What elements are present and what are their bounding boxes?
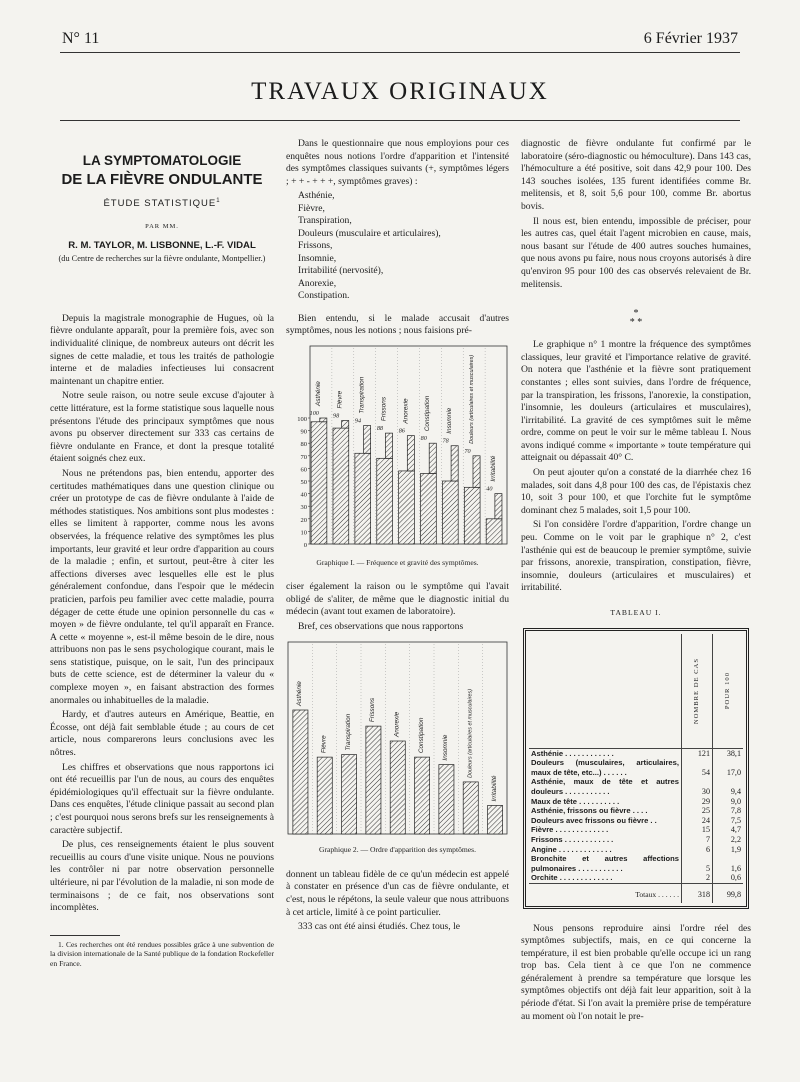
chart-1-ytick-label: 70 [300, 453, 307, 461]
table-cell-label: Asthénie, maux de tête et autres douleurs . . . . . . . . . . . [531, 777, 679, 796]
chart-2-bar [390, 741, 405, 834]
list-item: Anorexie, [298, 277, 337, 289]
table-header-pct [713, 634, 744, 749]
table-header-blank [529, 634, 682, 749]
table-cell-cas: 5 [682, 854, 713, 873]
table-row [529, 873, 743, 883]
chart-1-bar-severity [311, 422, 327, 544]
header-rule [60, 52, 740, 53]
chart-2-category-label: Constipation [417, 717, 425, 753]
chart-2-bar [439, 764, 454, 833]
chart-1-bar-frequency [342, 421, 349, 429]
chart-1-value-label: 100 [309, 410, 319, 418]
table-cell-cas: 7 [682, 835, 713, 845]
chart-2-caption: Graphique 2. — Ordre d'apparition des symptômes. [318, 845, 476, 855]
chart-1-caption: Graphique I. — Fréquence et gravité des symptômes. [316, 557, 479, 567]
subtitle-text: ÉTUDE STATISTIQUE [103, 198, 217, 210]
chart-1-value-label: 88 [376, 425, 384, 433]
paragraph: ciser également la raison ou le symptôme qui l'avait obligé de s'aliter, de même que le diagnostic initial du médecin (avant tout examen de laboratoire). [286, 581, 509, 618]
chart-1-value-label: 94 [354, 417, 362, 425]
chart-1-ytick-label: 60 [300, 466, 307, 474]
table-cell-label: Douleurs (musculaires, articulaires, maux de tête, etc...) . . . . . . [531, 758, 679, 777]
column-1 [50, 138, 274, 968]
chart-2-bar [366, 726, 381, 834]
table-total-row [529, 883, 743, 902]
table-cell-label: Asthénie, frissons ou fièvre . . . . [531, 806, 648, 816]
chart-2-bar [317, 757, 332, 834]
chart-1-ytick-label: 0 [303, 542, 307, 550]
footnote: 1. Ces recherches ont été rendues possibles grâce à une subvention de la division internationale de la Santé publique de la fondation Rockefeller en France. [50, 939, 274, 968]
paragraph: Bref, ces observations que nous rapportons [298, 621, 464, 633]
chart-1-bar-severity [442, 481, 458, 544]
chart-1-category-label: Constipation [424, 395, 432, 432]
table-row [529, 797, 743, 807]
table-header-row [529, 634, 743, 749]
table-total-label: Totaux . . . . . . [529, 883, 682, 902]
chart-1-value-label: 86 [398, 427, 405, 435]
table-cell-cas: 24 [682, 816, 713, 826]
chart-1-ytick-label: 20 [300, 516, 307, 524]
chart-1-category-label: Frissons [380, 397, 388, 422]
chart-2 [286, 640, 509, 843]
table-header-cas [682, 634, 713, 749]
table-cell-label: Orchite . . . . . . . . . . . . . [531, 873, 613, 883]
chart-2-category-label: Irritabilité [490, 775, 498, 802]
chart-1-value-label: 80 [420, 435, 427, 443]
table-cell-pct: 1,9 [713, 845, 744, 855]
paragraph: Nous ne prétendons pas, bien entendu, apporter des certitudes mathématiques dans une question clinique ou créer un prototype de cas de fièvre ondulante à l'aide de méthodes statistiques. Nos ambitions sont plus modestes : elles se limitent à rapporter, comme nous les avons observées, la fréquence relative des symptômes les plus importants, leur gravité et leur ordre d'apparition au cours de la maladie ; enfin, et surtout, peut-être à citer les affections diverses avec lesquelles elle est le plus généralement confondue, dans l'espoir que le médecin praticien, parfois peu familier avec cette maladie, pourra dégager de cette étude une opinion personnelle du cas « moyen » de fièvre ondulante, tel qu'il apparaît en France. A cette « moyenne », est-il même besoin de le dire, nous attribuons non pas le sens psychologique courant, mais le sens statistique, puisque, on le sait, l'un des principaux buts de cette science, est de déterminer la valeur du « complexe moyen », en faisant abstraction des formes anormales ou inhabituelles de la maladie. [50, 467, 274, 706]
list-item: Asthénie, [298, 190, 335, 202]
table-cell-pct: 4,7 [713, 825, 744, 835]
section-separator [521, 309, 751, 327]
article-title-line1: LA SYMPTOMATOLOGIE [82, 153, 242, 168]
chart-1-ytick-label: 90 [300, 428, 307, 436]
table-cell-cas: 2 [682, 873, 713, 883]
table-cell-label: Fièvre . . . . . . . . . . . . . [531, 825, 609, 835]
title-rule [60, 120, 740, 121]
chart-1-category-label: Asthénie [314, 381, 322, 407]
table-cell-pct: 0,6 [713, 873, 744, 883]
chart-1-ytick-label: 40 [300, 491, 307, 499]
symptom-table [529, 634, 743, 903]
chart-1 [286, 344, 509, 555]
list-item: Fièvre, [298, 202, 325, 214]
chart-1-bar-frequency [407, 436, 414, 471]
paragraph: Depuis la magistrale monographie de Hugues, où la fièvre ondulante apparaît, pour la première fois, avec son individualité clinique, de nombreux auteurs ont décrit les signes de cette maladie, et tous les traités de pathologie interne et de maladies infectieuses lui consacrent maintenant un chapitre entier. [50, 312, 274, 387]
chart-1-ytick-label: 100 [297, 416, 307, 424]
column-2 [286, 138, 509, 936]
paragraph: Bien entendu, si le malade accusait d'autres symptômes, nous les notions ; nous faisions pré- [286, 312, 509, 337]
article-subtitle [50, 194, 274, 211]
separator-star-bottom: * * [629, 317, 643, 329]
chart-1-bar-severity [333, 428, 349, 544]
chart-2-category-label: Fièvre [320, 734, 328, 753]
chart-1-bar-severity [464, 487, 480, 544]
paragraph: Notre seule raison, ou notre seule excuse d'ajouter à cette littérature, est la forme statistique sous laquelle nous présentons l'étude des principaux symptômes que nous avons pu observer directement sur 333 cas certains de fièvre ondulante en France, et dont la presque totalité étaient soignés chez eux. [50, 390, 274, 465]
chart-1-category-label: Irritabilité [489, 455, 497, 482]
chart-1-value-label: 98 [333, 412, 340, 420]
header-cas-text: NOMBRE DE CAS [693, 657, 701, 724]
header-pct-text: POUR 100 [724, 672, 732, 710]
issue-number: N° 11 [62, 30, 100, 47]
paragraph: Il nous est, bien entendu, impossible de préciser, pour les autres cas, quel était l'agent microbien en cause, mais, nous basant sur l'étude de 400 autres souches humaines, que nous avons pu faire, nous nous croyons autorisés à dire qu'environ 95 pour 100 des cas observés relevaient de Br. melitensis. [521, 215, 751, 290]
paragraph: On peut ajouter qu'on a constaté de la diarrhée chez 16 malades, soit dans 4,8 pour 100 des cas, de l'épistaxis chez 10, soit 3 pour 100, et que l'orchite fut le symptôme dominant chez 5 malades, soit 1,5 pour 100. [521, 467, 751, 516]
table-cell-cas: 121 [682, 748, 713, 758]
chart-1-ytick-label: 50 [300, 479, 307, 487]
table-cell-pct: 9,4 [713, 777, 744, 796]
issue-date: 6 Février 1937 [643, 30, 738, 47]
table-cell-label: Asthénie . . . . . . . . . . . . [529, 748, 682, 758]
chart-1-value-label: 78 [442, 437, 449, 445]
chart-1-bar-severity [377, 458, 393, 544]
paragraph: Nous pensons reproduire ainsi l'ordre réel des symptômes subjectifs, mais, en ce qui concerne la température, il est bien probable qu'elle occupe ici un rang trop bas. Cela tient à ce que l'on ne commence généralement à prendre sa température que lorsque les symptômes objectifs ont déjà fait leur apparition, soit à la période d'état. Si l'on avait la première prise de température au moment où l'on notait le pre- [521, 922, 751, 1022]
chart-1-bar-frequency [495, 494, 502, 519]
separator-star-top: * [633, 308, 639, 320]
chart-1-bar-frequency [320, 418, 327, 422]
table-cell-cas: 30 [682, 777, 713, 796]
footnote-rule [50, 935, 120, 936]
list-item: Irritabilité (nervosité), [298, 265, 384, 277]
chart-1-bar-severity [399, 471, 415, 544]
chart-2-category-label: Transpiration [344, 713, 352, 751]
chart-2-category-label: Frissons [369, 697, 377, 722]
chart-1-category-label: Insomnie [446, 407, 454, 434]
chart-1-bar-frequency [451, 446, 458, 481]
paragraph: Le graphique n° 1 montre la fréquence des symptômes classiques, leur gravité et l'importance relative de gravité. On notera que l'asthénie et la fièvre sont pratiquement constantes ; elles sont suivies, dans l'ordre de fréquence, par la transpiration, les frissons, l'anorexie, la constipation, l'insomnie, les douleurs (articulaires et musculaires), l'irritabilité. La gravité de ces symptômes suit le même ordre, comme on peut le voir sur le même tableau I. Nous avons indiqué comme « importante » toute température qui atteignait ou dépassait 40° C. [521, 339, 751, 464]
chart-1-category-label: Fièvre [336, 390, 344, 409]
chart-1-category-label: Transpiration [358, 376, 366, 414]
chart-1-category-label: Douleurs (articulaires et musculaires) [468, 354, 475, 444]
table-cell-cas: 25 [682, 806, 713, 816]
chart-1-bar-severity [421, 474, 437, 545]
column-3 [521, 138, 751, 1025]
table-cell-pct: 2,2 [713, 835, 744, 845]
table-frame [523, 628, 749, 909]
chart-1-value-label: 40 [486, 485, 493, 493]
list-item: Constipation. [298, 290, 350, 302]
table-cell-cas: 29 [682, 797, 713, 807]
table-cell-label: Douleurs avec frissons ou fièvre . . [531, 815, 657, 825]
chart-1-category-label: Anorexie [402, 398, 410, 424]
chart-1-value-label: 70 [464, 447, 471, 455]
paragraph: Dans le questionnaire que nous employions pour ces enquêtes nous notions l'ordre d'apparition et l'intensité des symptômes classiques suivants (+, symptômes légers ; + + - + + +, symptômes graves) : [286, 138, 509, 187]
list-item: Frissons, [298, 240, 333, 252]
symptom-list [298, 190, 509, 303]
table-row [529, 758, 743, 777]
chart-1-bar-frequency [429, 443, 436, 473]
article-title-line2: DE LA FIÈVRE ONDULANTE [61, 171, 263, 188]
table-row [529, 806, 743, 816]
chart-1-bar-frequency [364, 426, 371, 454]
chart-1-ytick-label: 80 [300, 441, 307, 449]
authors: R. M. TAYLOR, M. LISBONNE, L.-F. VIDAL [68, 239, 256, 251]
chart-1-svg [286, 344, 509, 550]
chart-2-bar [293, 710, 308, 834]
table-cell-pct: 17,0 [713, 758, 744, 777]
table-cell-cas: 6 [682, 845, 713, 855]
table-cell-pct: 7,5 [713, 816, 744, 826]
table-cell-cas: 15 [682, 825, 713, 835]
chart-2-category-label: Asthénie [296, 680, 304, 706]
chart-1-ytick-label: 30 [300, 504, 307, 512]
table-row [529, 748, 743, 758]
par-mm: PAR MM. [145, 223, 179, 231]
table-cell-pct: 7,8 [713, 806, 744, 816]
affiliation: (du Centre de recherches sur la fièvre ondulante, Montpellier.) [58, 254, 266, 264]
chart-2-bar [415, 757, 430, 834]
table-row [529, 845, 743, 855]
section-title: TRAVAUX ORIGINAUX [251, 78, 549, 105]
paragraph: 333 cas ont été ainsi étudiés. Chez tous, le [298, 921, 460, 933]
paragraph: donnent un tableau fidèle de ce qu'un médecin est appelé à constater en présence d'un cas de fièvre ondulante, et c'est, nous le répétons, la seule valeur que nous attribuons à cet article, limité à ce point particulier. [286, 868, 509, 918]
table-row [529, 835, 743, 845]
chart-2-bar [488, 805, 503, 834]
table-row [529, 816, 743, 826]
list-item: Transpiration, [298, 215, 352, 227]
table-cell-label: Maux de tête . . . . . . . . . . [531, 796, 620, 806]
paragraph: Hardy, et d'autres auteurs en Amérique, Beattie, en Écosse, ont déjà fait semblable étude ; au cours de cet article, nous comparerons leurs conclusions avec les nôtres. [50, 709, 274, 759]
table-total-cas: 318 [682, 883, 713, 902]
chart-2-svg [286, 640, 509, 838]
table-cell-label: Frissons . . . . . . . . . . . . [531, 834, 614, 844]
table-cell-pct: 1,6 [713, 854, 744, 873]
chart-2-bar [463, 782, 478, 834]
list-item: Douleurs (musculaire et articulaires), [298, 227, 441, 239]
paragraph: De plus, ces renseignements étaient le plus souvent recueillis au cours d'une visite unique. Nous ne pouvions les contrôler ni par notre observation personnelle ultérieure, ni par l'évolution de la maladie, ni son mode de terminaisons ; de ce fait, nos observations sont incomplètes. [50, 839, 274, 914]
table-cell-pct: 9,0 [713, 797, 744, 807]
table-total-pct: 99,8 [713, 883, 744, 902]
footnote-mark: 1 [216, 198, 221, 204]
table-cell-cas: 54 [682, 758, 713, 777]
table-row [529, 777, 743, 796]
table-row [529, 825, 743, 835]
chart-1-bar-severity [486, 519, 502, 544]
chart-1-bar-frequency [473, 456, 480, 488]
chart-2-bar [342, 754, 357, 833]
chart-2-category-label: Insomnie [442, 734, 450, 761]
chart-2-category-label: Douleurs (articulaires et musculaires) [467, 688, 474, 778]
table-cell-pct: 38,1 [713, 748, 744, 758]
table-cell-label: Bronchite et autres affections pulmonaires . . . . . . . . . . . [531, 854, 679, 873]
paragraph: Les chiffres et observations que nous rapportons ici ont été recueillis par l'un de nous, au cours des enquêtes épidémiologiques qu'il effectuait sur la fièvre ondulante. Dans ces enquêtes, l'étude clinique passait au second plan ; c'est pourquoi nous serons brefs sur les renseignements à caractère subjectif. [50, 761, 274, 836]
table-row [529, 854, 743, 873]
paragraph: diagnostic de fièvre ondulante fut confirmé par le laboratoire (séro-diagnostic ou hémoculture). Dans 143 cas, l'hémoculture a été positive, soit dans 42,9 pour 100. Des 143 souches isolées, 135 furent identifiées comme Br. melitensis, et 8, soit 5,6 pour 100, comme Br. abortus bovis. [521, 138, 751, 212]
chart-1-bar-severity [355, 453, 371, 544]
table-cell-label: Angine . . . . . . . . . . . . . [531, 844, 612, 854]
list-item: Insomnie, [298, 252, 337, 264]
paragraph: Si l'on considère l'ordre d'apparition, l'ordre change un peu. Comme on le voit par le graphique n° 2, c'est l'asthénie qui est de beaucoup le premier symptôme, suivie par frissons, anorexie, transpiration, constipation, fièvre, insomnie, douleurs (articulaires et musculaires) et irritabilité. [521, 519, 751, 594]
chart-2-category-label: Anorexie [393, 711, 401, 737]
chart-1-ytick-label: 10 [300, 529, 307, 537]
table-title: TABLEAU I. [610, 608, 662, 617]
chart-1-bar-frequency [385, 433, 392, 458]
